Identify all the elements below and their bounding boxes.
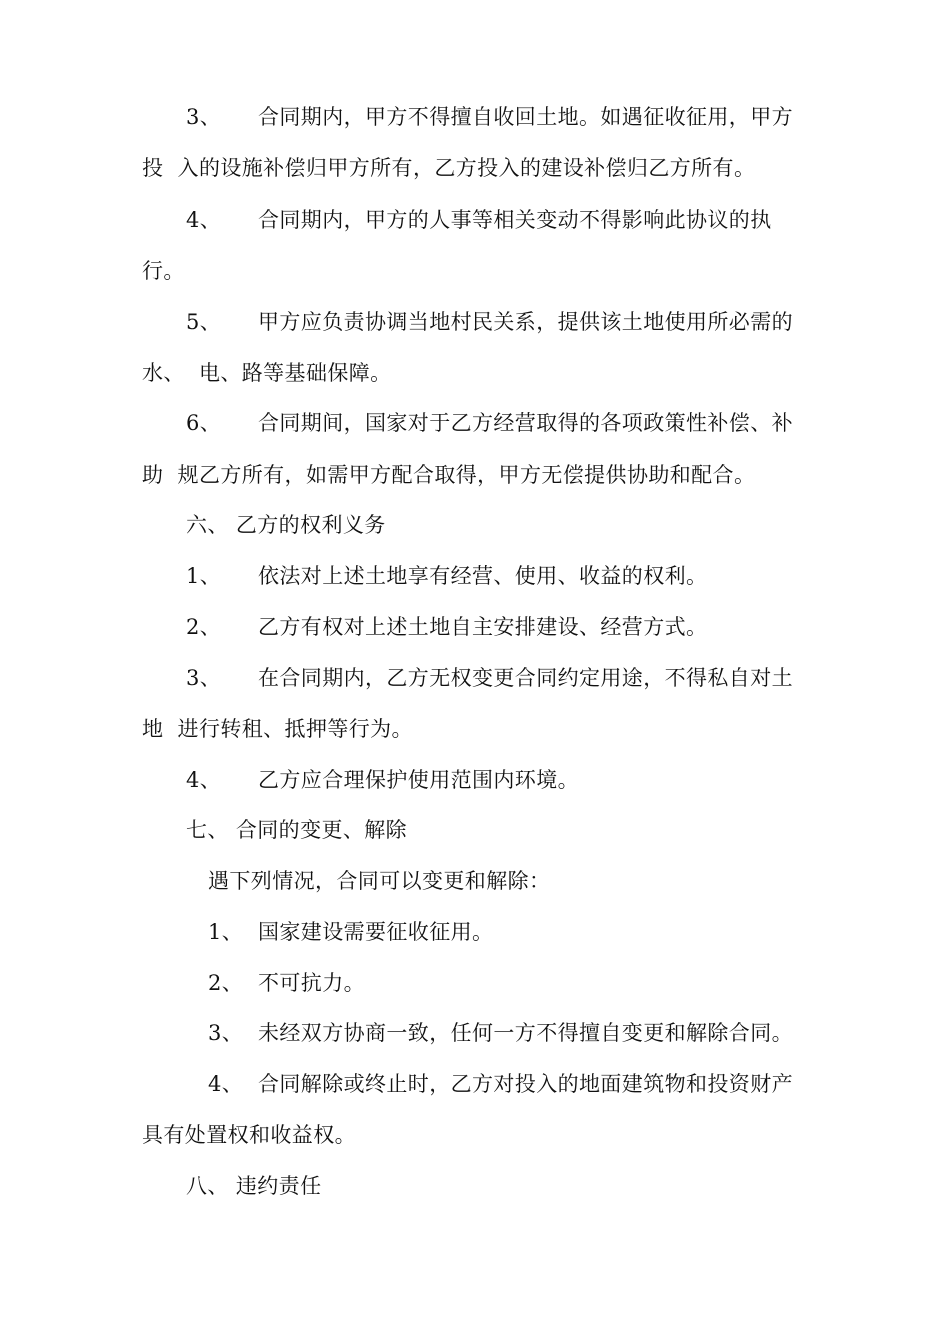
clause-line xyxy=(186,410,793,436)
clause-number: 1、 xyxy=(208,920,244,944)
intro-text: 遇下列情况，合同可以变更和解除： xyxy=(208,869,551,893)
clause-text: 乙方应合理保护使用范围内环境。 xyxy=(258,768,579,792)
clause-line xyxy=(186,614,707,640)
clause-line xyxy=(208,1071,793,1097)
continuation-line xyxy=(142,1122,356,1148)
clause-text: 具有处置权和收益权。 xyxy=(142,1123,356,1147)
continuation-line xyxy=(142,360,392,386)
clause-line xyxy=(208,919,493,945)
intro-line xyxy=(208,868,550,894)
clause-text: 行。 xyxy=(142,259,185,283)
clause-line xyxy=(186,207,772,233)
clause-line xyxy=(186,309,793,335)
continuation-line xyxy=(142,716,413,742)
clause-text: 依法对上述土地享有经营、使用、收益的权利。 xyxy=(258,564,708,588)
section-heading-text: 六、 乙方的权利义务 xyxy=(186,513,386,537)
section-heading xyxy=(186,512,386,538)
clause-text: 甲方应负责协调当地村民关系，提供该土地使用所必需的 xyxy=(258,310,793,334)
clause-text: 合同期内，甲方不得擅自收回土地。如遇征收征用，甲方 xyxy=(258,105,793,129)
clause-text: 不可抗力。 xyxy=(258,971,365,995)
clause-number: 4、 xyxy=(208,1072,244,1096)
clause-number: 2、 xyxy=(186,615,222,639)
clause-text: 在合同期内，乙方无权变更合同约定用途，不得私自对土 xyxy=(258,666,793,690)
clause-number: 5、 xyxy=(186,310,222,334)
section-heading-text: 七、 合同的变更、解除 xyxy=(186,818,408,842)
clause-number: 1、 xyxy=(186,564,222,588)
clause-text: 投 入的设施补偿归甲方所有，乙方投入的建设补偿归乙方所有。 xyxy=(142,156,756,180)
clause-text: 地 进行转租、抵押等行为。 xyxy=(142,717,413,741)
section-heading xyxy=(186,817,407,843)
clause-number: 4、 xyxy=(186,208,222,232)
clause-number: 4、 xyxy=(186,768,222,792)
clause-line xyxy=(186,104,793,130)
continuation-line xyxy=(142,258,185,284)
clause-text: 合同期内，甲方的人事等相关变动不得影响此协议的执 xyxy=(258,208,772,232)
clause-line xyxy=(186,563,707,589)
continuation-line xyxy=(142,462,755,488)
clause-line xyxy=(208,1020,793,1046)
clause-line xyxy=(208,970,365,996)
clause-number: 2、 xyxy=(208,971,244,995)
clause-number: 3、 xyxy=(208,1021,244,1045)
clause-text: 国家建设需要征收征用。 xyxy=(258,920,494,944)
clause-number: 3、 xyxy=(186,666,222,690)
clause-line xyxy=(186,665,793,691)
clause-text: 助 规乙方所有，如需甲方配合取得，甲方无偿提供协助和配合。 xyxy=(142,463,756,487)
clause-text: 合同期间，国家对于乙方经营取得的各项政策性补偿、补 xyxy=(258,411,793,435)
clause-number: 6、 xyxy=(186,411,222,435)
clause-text: 合同解除或终止时，乙方对投入的地面建筑物和投资财产 xyxy=(258,1072,793,1096)
clause-number: 3、 xyxy=(186,105,222,129)
clause-text: 乙方有权对上述土地自主安排建设、经营方式。 xyxy=(258,615,708,639)
clause-line xyxy=(186,767,579,793)
clause-text: 未经双方协商一致，任何一方不得擅自变更和解除合同。 xyxy=(258,1021,793,1045)
continuation-line xyxy=(142,155,755,181)
section-heading-text: 八、 违约责任 xyxy=(186,1174,322,1198)
section-heading xyxy=(186,1173,321,1199)
clause-text: 水、 电、路等基础保障。 xyxy=(142,361,392,385)
